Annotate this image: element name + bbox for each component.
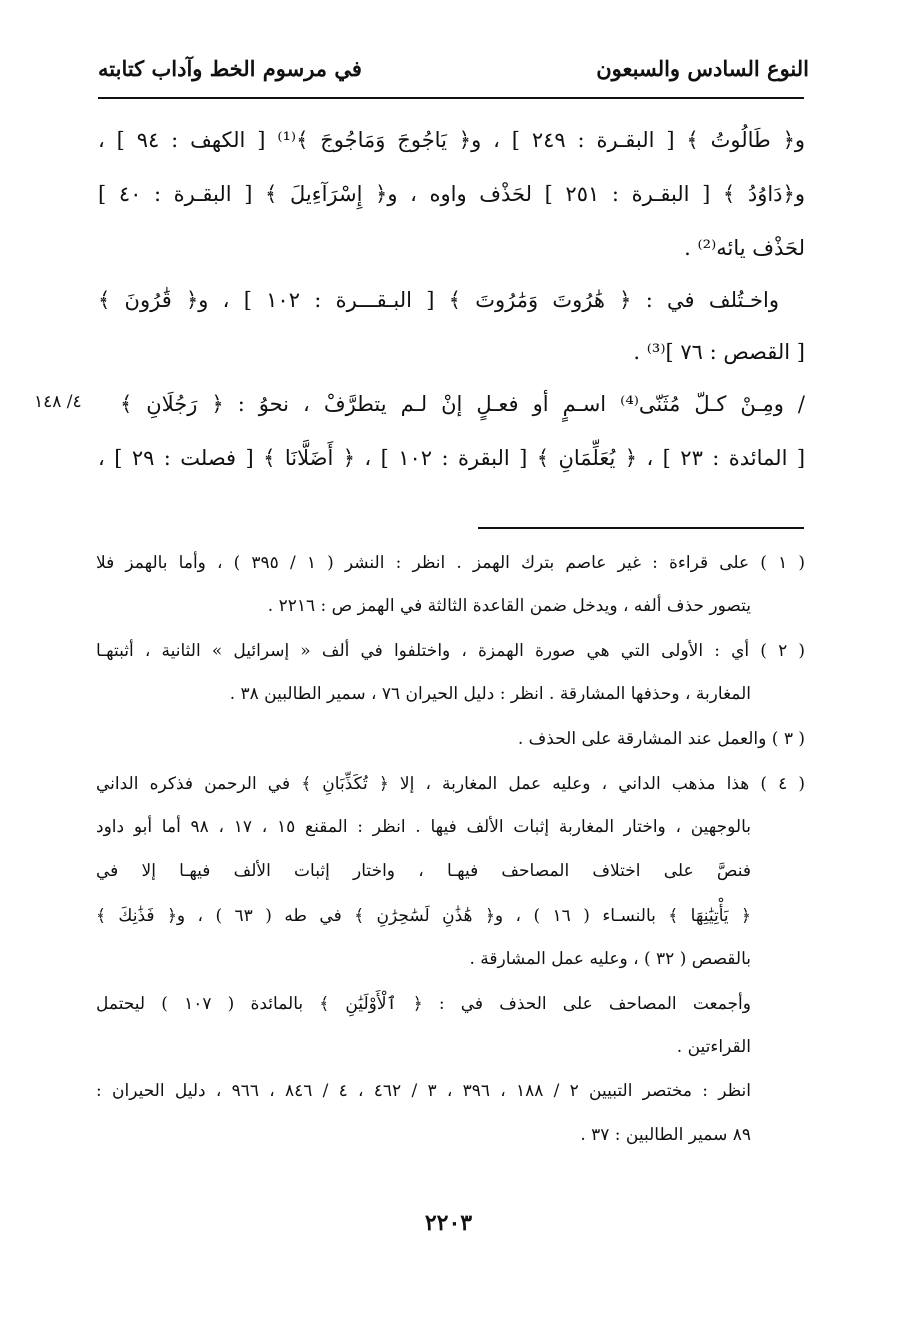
footnote-line: بالقصص ( ٣٢ ) ، وعليه عمل المشارقة . <box>469 949 751 969</box>
footnote-line: ( ١ ) على قراءة : غير عاصم بترك الهمز . انظر : النشر ( ١ / ٣٩٥ ) ، وأما بالهمز فلا <box>96 553 805 573</box>
body-line: و﴿دَاوُدُ ﴾ [ البقـرة : ٢٥١ ] لحَذْف واوه ، و﴿ إِسْرَآءِيلَ ﴾ [ البقـرة : ٤٠ ] <box>98 182 805 206</box>
footnote-separator <box>478 527 804 529</box>
body-line: و﴿ طَالُوتُ ﴾ [ البقـرة : ٢٤٩ ] ، و﴿ يَاجُوجَ وَمَاجُوجَ ﴾⁽¹⁾ [ الكهف : ٩٤ ] ، <box>98 128 806 152</box>
footnote-line: انظر : مختصر التبيين ٢ / ١٨٨ ، ٣٩٦ ، ٣ / ٤٦٢ ، ٤ / ٨٤٦ ، ٩٦٦ ، دليل الحيران : <box>96 1081 752 1101</box>
running-header-chapter: النوع السادس والسبعون <box>596 56 809 81</box>
body-line: [ القصص : ٧٦ ]⁽³⁾ . <box>633 340 805 364</box>
footnote-line: وأجمعت المصاحف على الحذف في : ﴿ ٱلْأَوْلَيَٰنِ ﴾ بالمائدة ( ١٠٧ ) ليحتمل <box>96 994 751 1014</box>
footnote-line: ﴿ يَأْتِيَٰنِهَا ﴾ بالنسـاء ( ١٦ ) ، و﴿ هَٰذَٰنِ لَسَٰحِرَٰنِ ﴾ في طه ( ٦٣ ) ، و﴿ فَذَٰنِكَ ﴾ <box>96 906 751 926</box>
running-header-section: في مرسوم الخط وآداب كتابته <box>98 56 362 81</box>
footnote-line: ( ٣ ) والعمل عند المشارقة على الحذف . <box>517 729 805 749</box>
footnote-line: ( ٢ ) أي : الأولى التي هي صورة الهمزة ، واختلفوا في ألف « إسرائيل » الثانية ، أثبتهـا <box>96 641 805 661</box>
body-line: لحَذْف يائه⁽²⁾ . <box>684 236 805 260</box>
body-line: / ومِـنْ كـلّ مُثَنّى⁽⁴⁾ اسـمٍ أو فعـلٍ إنْ لـم يتطرَّفْ ، نحوُ : ﴿ رَجُلَانِ ﴾ <box>120 392 805 416</box>
footnote-line: ( ٤ ) هذا مذهب الداني ، وعليه عمل المغاربة ، إلا ﴿ تُكَذِّبَانِ ﴾ في الرحمن فذكره الداني <box>96 774 805 794</box>
footnote-line: يتصور حذف ألفه ، ويدخل ضمن القاعدة الثالثة في الهمز ص : ٢٢١٦ . <box>267 596 751 616</box>
footnote-line: فنصَّ على اختلاف المصاحف فيهـا ، واختار إثبات الألف فيهـا إلا في <box>96 861 751 881</box>
margin-page-reference: ٤/ ١٤٨ <box>34 392 82 412</box>
body-line: واخـتُلف في : ﴿ هَٰرُوتَ وَمَٰرُوتَ ﴾ [ البـقـــرة : ١٠٢ ] ، و﴿ قَٰرُونَ ﴾ <box>98 288 779 312</box>
body-line: [ المائدة : ٢٣ ] ، ﴿ يُعَلِّمَانِ ﴾ [ البقرة : ١٠٢ ] ، ﴿ أَضَلَّانَا ﴾ [ فصلت : ٢٩ ] ، <box>98 446 806 470</box>
footnote-line: بالوجهين ، واختار المغاربة إثبات الألف فيها . انظر : المقنع ١٥ ، ١٧ ، ٩٨ أما أبو داود <box>96 817 752 837</box>
footnote-line: ٨٩ سمير الطالبين : ٣٧ . <box>580 1125 751 1145</box>
footnote-line: القراءتين . <box>676 1037 751 1057</box>
page-number: ٢٢٠٣ <box>424 1210 473 1236</box>
header-rule <box>98 97 804 99</box>
footnote-line: المغاربة ، وحذفها المشارقة . انظر : دليل الحيران ٧٦ ، سمير الطالبين ٣٨ . <box>229 684 751 704</box>
